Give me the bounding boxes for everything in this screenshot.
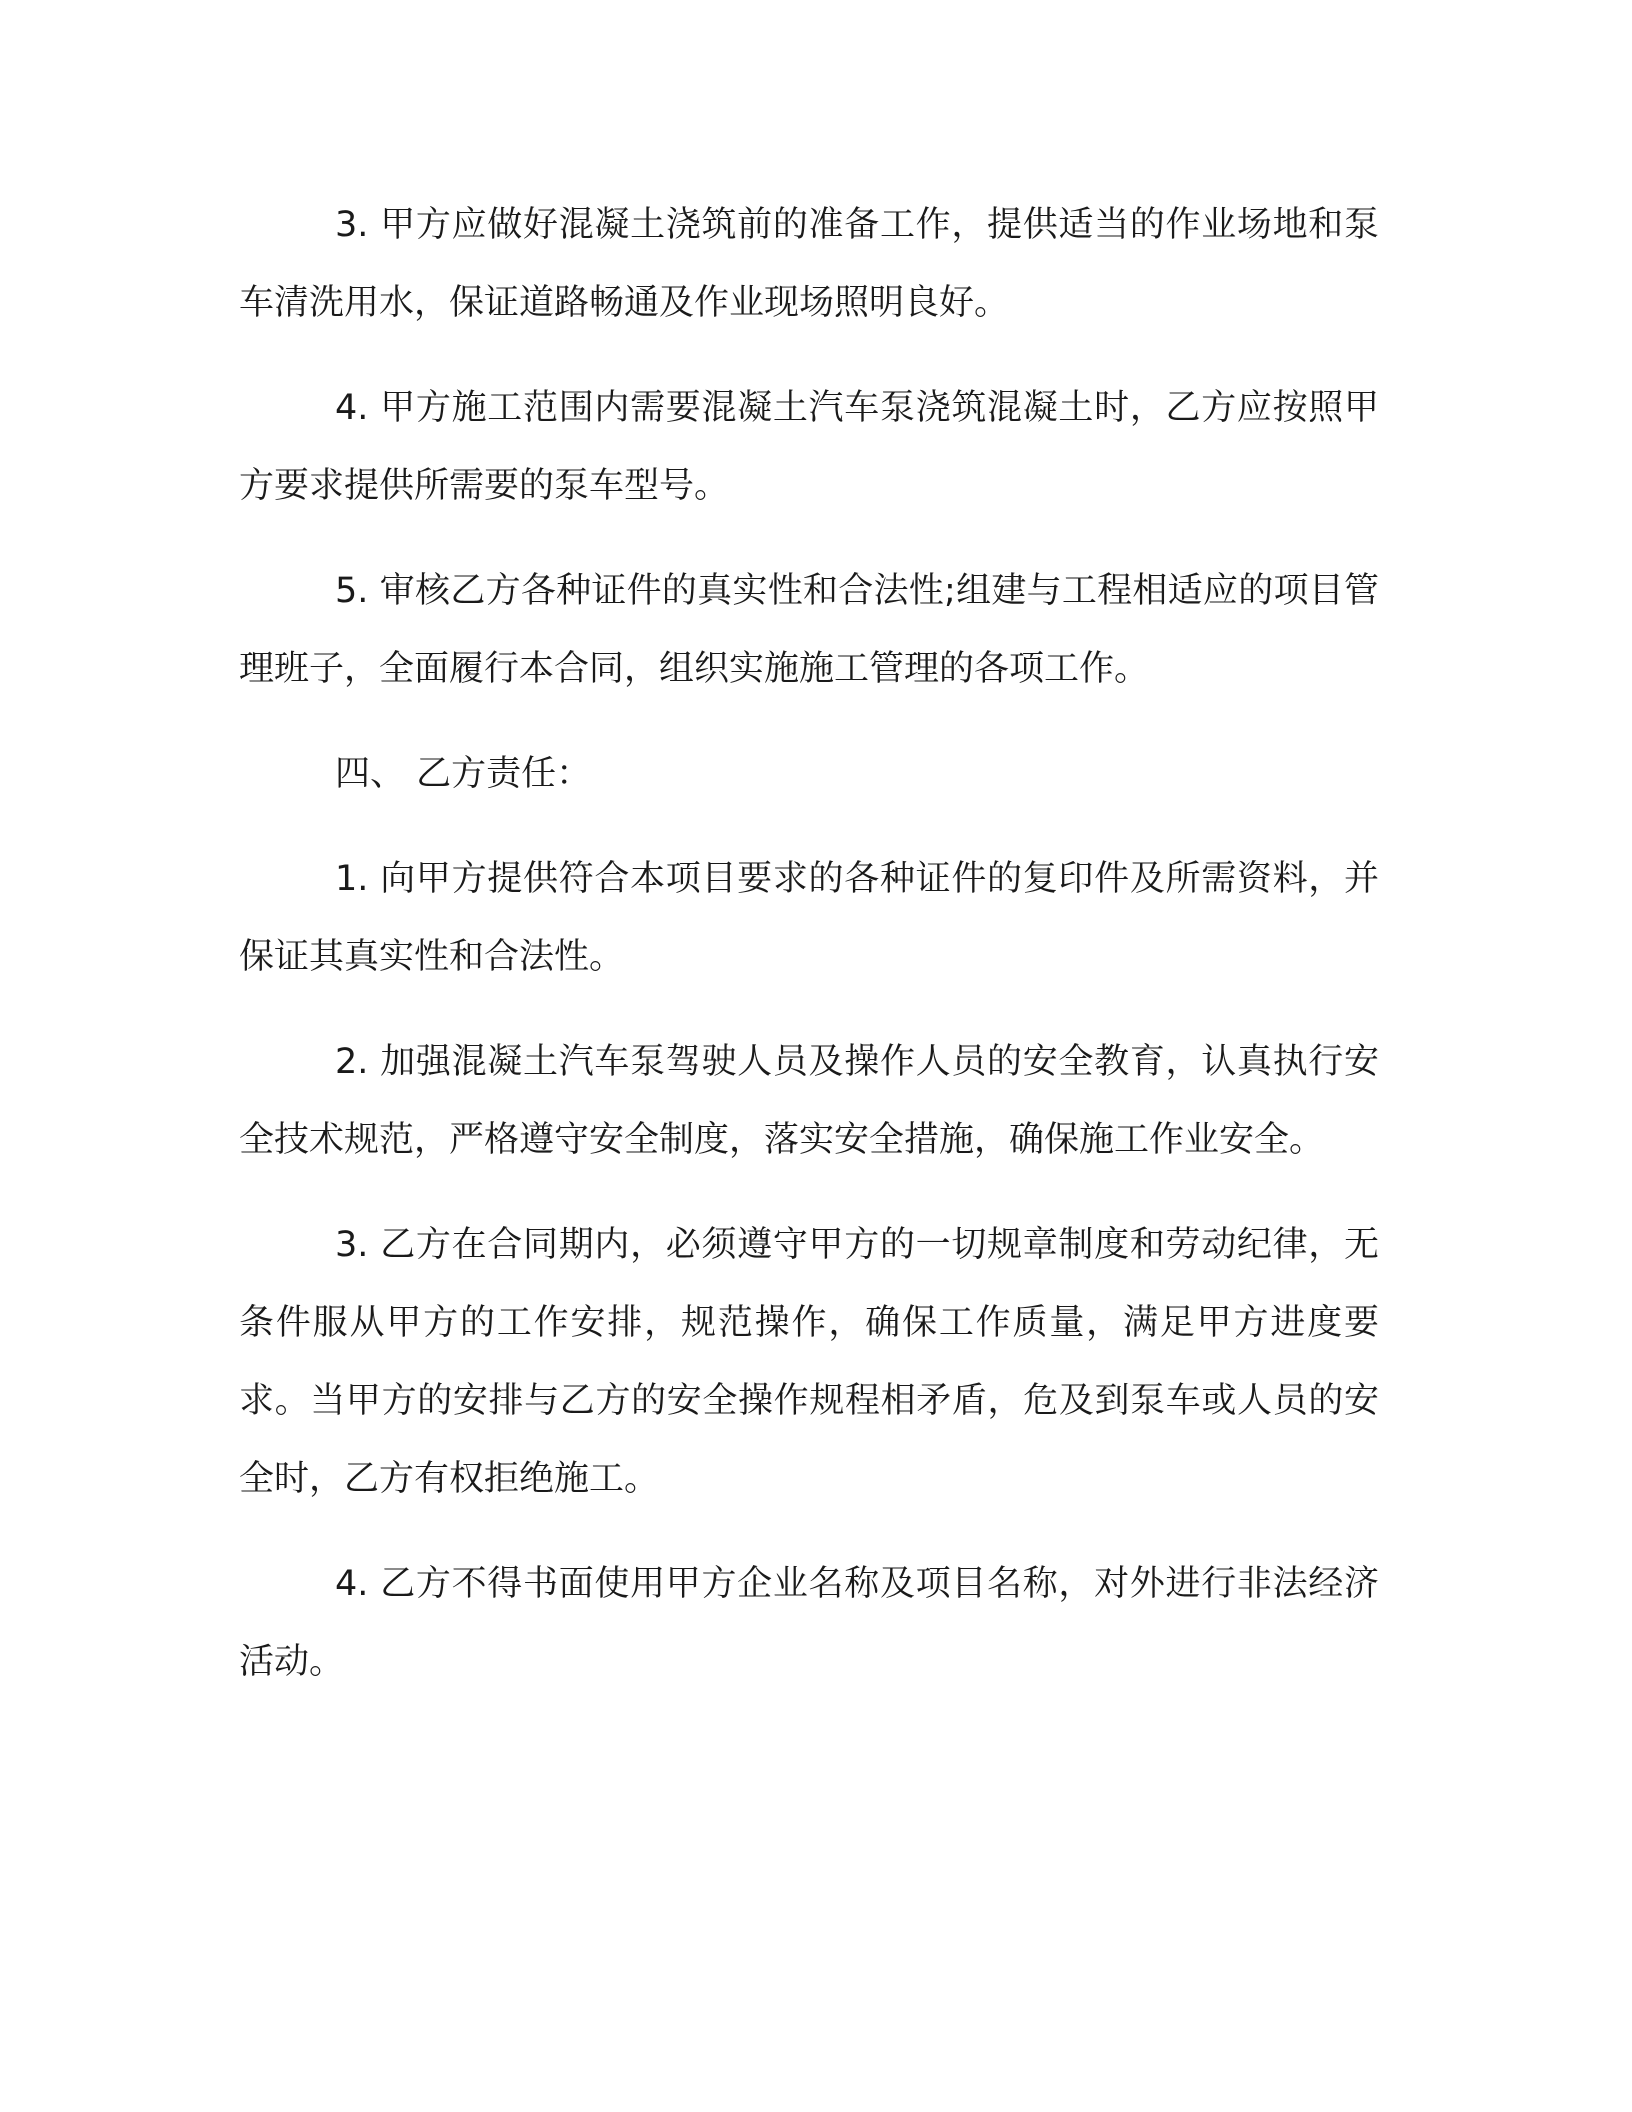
section-heading: 四、 乙方责任： — [335, 754, 592, 794]
document-body — [239, 186, 1379, 1728]
clause-paragraph: 4. 甲方施工范围内需要混凝土汽车泵浇筑混凝土时，乙方应按照甲方要求提供所需要的泵车型号。 — [239, 388, 1379, 506]
clause-paragraph: 3. 乙方在合同期内，必须遵守甲方的一切规章制度和劳动纪律，无条件服从甲方的工作安排，规范操作，确保工作质量，满足甲方进度要求。当甲方的安排与乙方的安全操作规程相矛盾，危及到泵车或人员的安全时，乙方有权拒绝施工。 — [239, 1225, 1379, 1499]
clause-paragraph: 3. 甲方应做好混凝土浇筑前的准备工作，提供适当的作业场地和泵车清洗用水，保证道路畅通及作业现场照明良好。 — [239, 205, 1379, 323]
clause-paragraph: 4. 乙方不得书面使用甲方企业名称及项目名称，对外进行非法经济活动。 — [239, 1564, 1379, 1682]
clause-paragraph: 1. 向甲方提供符合本项目要求的各种证件的复印件及所需资料，并保证其真实性和合法性。 — [239, 859, 1379, 977]
clause-paragraph: 5. 审核乙方各种证件的真实性和合法性;组建与工程相适应的项目管理班子，全面履行本合同，组织实施施工管理的各项工作。 — [239, 571, 1379, 689]
clause-paragraph: 2. 加强混凝土汽车泵驾驶人员及操作人员的安全教育，认真执行安全技术规范，严格遵守安全制度，落实安全措施，确保施工作业安全。 — [239, 1042, 1379, 1160]
